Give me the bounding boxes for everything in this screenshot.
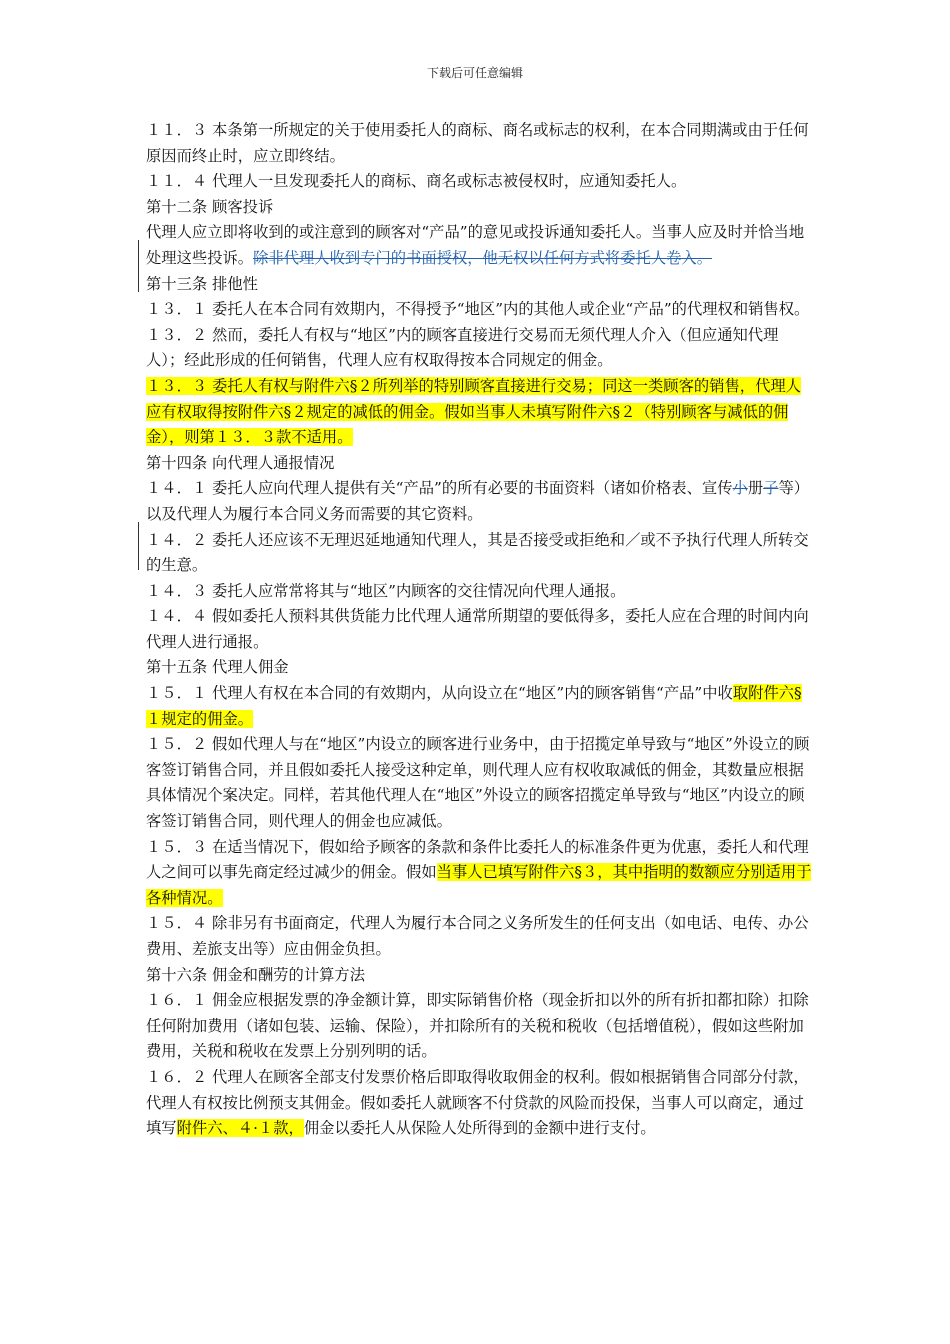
paragraph-text: 第十二条 顾客投诉	[146, 197, 274, 216]
paragraph-text: 佣金以委托人从保险人处所得到的金额中进行支付。	[303, 1119, 656, 1138]
document-body	[146, 118, 816, 1142]
paragraph	[146, 451, 816, 477]
paragraph	[146, 374, 816, 451]
paragraph-text: 第十三条 排他性	[146, 274, 258, 293]
paragraph-text: １３．１ 委托人在本合同有效期内，不得授予“地区”内的其他人或企业“产品”的代理权和销售权。	[146, 300, 810, 319]
deleted-text: 除非代理人收到专门的书面授权，他无权以任何方式将委托人卷入。	[253, 248, 713, 267]
revision-change-bar	[138, 240, 139, 292]
paragraph-text: １１．４ 代理人一旦发现委托人的商标、商名或标志被侵权时，应通知委托人。	[146, 172, 687, 191]
paragraph-text: １５．１ 代理人有权在本合同的有效期内，从向设立在“地区”内的顾客销售“产品”中收	[146, 684, 733, 703]
paragraph	[146, 528, 816, 579]
highlighted-text: 当事人已填写附件六§３，其中指明的数额应分别适用于各种情况。	[146, 863, 812, 907]
paragraph-text: １４．４ 假如委托人预料其供货能力比代理人通常所期望的要低得多，委托人应在合理的时间内向代理人进行通报。	[146, 607, 809, 651]
deleted-text: 小	[732, 479, 748, 498]
paragraph-text: １６．２ 代理人在顾客全部支付发票价格后即取得收取佣金的权利。假如根据销售合同部分付款，代理人有权按比例预支其佣金。假如委托人就顾客不付贷款的风险而投保，当事人可以商定，通过填写	[146, 1067, 809, 1138]
highlighted-text: １３．３ 委托人有权与附件六§２所列举的特别顾客直接进行交易；同这一类顾客的销售，代理人应有权取得按附件六§２规定的减低的佣金。假如当事人未填写附件六§２（特别顾客与减低的佣金），则第１３．３款不适用。	[146, 376, 801, 447]
paragraph-text: 代理人应立即将收到的或注意到的顾客对“产品”的意见或投诉通知委托人。当事人应及时并恰当地处理这些投诉。	[146, 223, 805, 267]
paragraph	[146, 732, 816, 834]
paragraph	[146, 476, 816, 527]
paragraph	[146, 323, 816, 374]
paragraph-text: 等）以及代理人为履行本合同义务而需要的其它资料。	[146, 479, 810, 523]
paragraph-text: １４．１ 委托人应向代理人提供有关“产品”的所有必要的书面资料（诸如价格表、宣传	[146, 479, 733, 498]
paragraph	[146, 911, 816, 962]
paragraph-text: １１．３ 本条第一所规定的关于使用委托人的商标、商名或标志的权利，在本合同期满或由于任何原因而终止时，应立即终结。	[146, 121, 809, 165]
paragraph-text: 第十六条 佣金和酬劳的计算方法	[146, 965, 366, 984]
paragraph-text: １６．１ 佣金应根据发票的净金额计算，即实际销售价格（现金折扣以外的所有折扣都扣除）扣除任何附加费用（诸如包装、运输、保险），并扣除所有的关税和税收（包括增值税），假如这些附加费用，关税和税收在发票上分别列明的话。	[146, 991, 809, 1061]
paragraph	[146, 1065, 816, 1142]
paragraph-text: 册	[747, 479, 764, 498]
paragraph	[146, 220, 816, 271]
deleted-text: 子	[763, 479, 779, 498]
paragraph-text: １５．３ 在适当情况下，假如给予顾客的条款和条件比委托人的标准条件更为优惠，委托人和代理人之间可以事先商定经过减少的佣金。假如	[146, 837, 809, 882]
paragraph	[146, 604, 816, 655]
page-header: 下载后可任意编辑	[426, 66, 523, 80]
paragraph-text: 第十五条 代理人佣金	[146, 658, 289, 677]
highlighted-text: 取附件六§１规定的佣金。	[146, 684, 802, 728]
paragraph	[146, 118, 816, 169]
paragraph-text: １４．３ 委托人应常常将其与“地区”内顾客的交往情况向代理人通报。	[146, 581, 626, 600]
paragraph-text: 第十四条 向代理人通报情况	[146, 453, 335, 472]
paragraph-text: １４．２ 委托人还应该不无理迟延地通知代理人，其是否接受或拒绝和／或不予执行代理人所转交的生意。	[146, 530, 809, 575]
paragraph	[146, 988, 816, 1065]
paragraph-text: １５．４ 除非另有书面商定，代理人为履行本合同之义务所发生的任何支出（如电话、电传、办公费用、差旅支出等）应由佣金负担。	[146, 914, 809, 958]
paragraph	[146, 835, 816, 912]
paragraph	[146, 195, 816, 221]
paragraph-text: １５．２ 假如代理人与在“地区”内设立的顾客进行业务中，由于招揽定单导致与“地区”外设立的顾客签订销售合同，并且假如委托人接受这种定单，则代理人应有权收取减低的佣金，其数量应根据具体情况个案决定。同样，若其他代理人在“地区”外设立的顾客招揽定单导致与“地区”内设立的顾客签订销售合同，则代理人的佣金也应减低。	[146, 735, 810, 831]
paragraph	[146, 655, 816, 681]
paragraph	[146, 579, 816, 605]
paragraph	[146, 169, 816, 195]
paragraph	[146, 297, 816, 323]
paragraph-text: １３．２ 然而，委托人有权与“地区”内的顾客直接进行交易而无须代理人介入（但应通知代理人）；经此形成的任何销售，代理人应有权取得按本合同规定的佣金。	[146, 325, 779, 370]
paragraph	[146, 963, 816, 989]
highlighted-text: 附件六、４·１款，	[176, 1119, 304, 1138]
paragraph	[146, 272, 816, 298]
paragraph	[146, 681, 816, 732]
revision-change-bar	[138, 522, 139, 570]
